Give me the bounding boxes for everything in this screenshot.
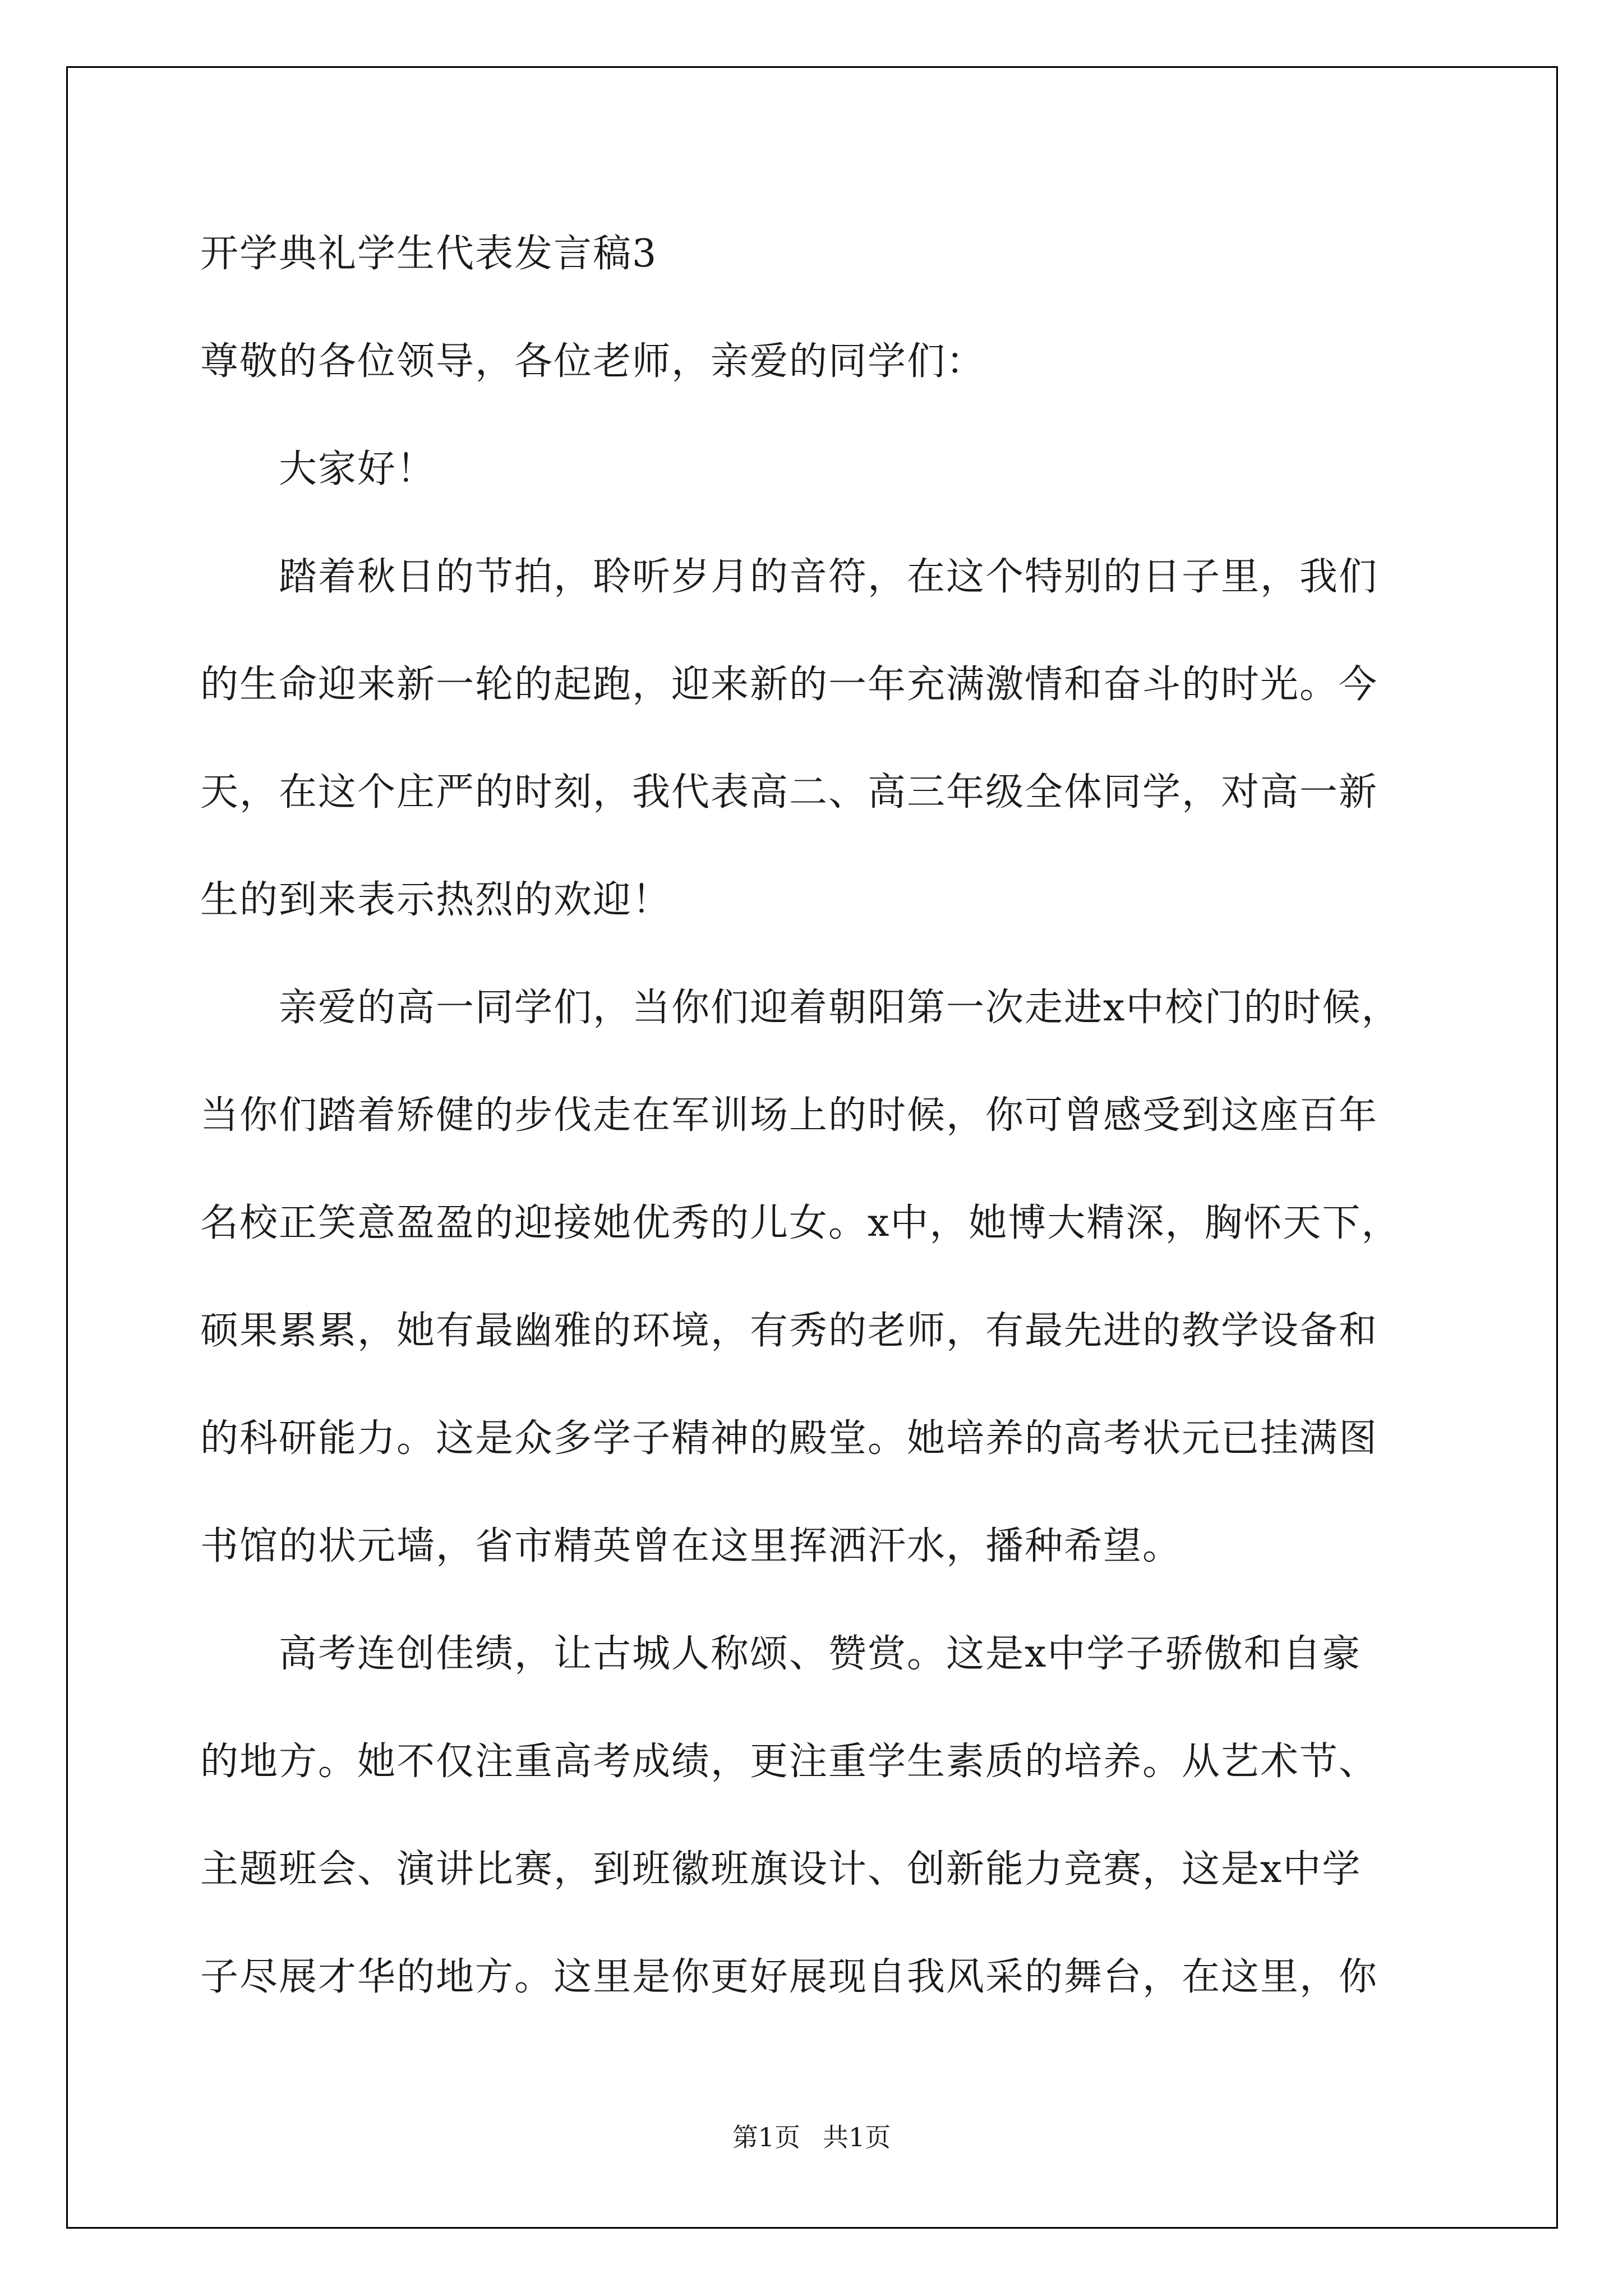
page-number-current: 第1页 xyxy=(732,2122,800,2152)
paragraph-line: 子尽展才华的地方。这里是你更好展现自我风采的舞台，在这里，你 xyxy=(200,1955,1378,1999)
paragraph-line: 的地方。她不仅注重高考成绩，更注重学生素质的培养。从艺术节、 xyxy=(200,1740,1378,1784)
paragraph-line: 天，在这个庄严的时刻，我代表高二、高三年级全体同学，对高一新 xyxy=(200,770,1378,815)
paragraph-line: 大家好！ xyxy=(200,447,436,491)
paragraph-line: 高考连创佳绩，让古城人称颂、赞赏。这是x中学子骄傲和自豪 xyxy=(200,1632,1362,1676)
paragraph-line: 书馆的状元墙，省市精英曾在这里挥洒汗水，播种希望。 xyxy=(200,1524,1182,1568)
page-border xyxy=(66,66,1558,2229)
paragraph-line: 尊敬的各位领导，各位老师，亲爱的同学们： xyxy=(200,339,986,384)
paragraph-line: 的科研能力。这是众多学子精神的殿堂。她培养的高考状元已挂满图 xyxy=(200,1416,1378,1461)
document-title: 开学典礼学生代表发言稿3 xyxy=(200,232,658,276)
page-number-total: 共1页 xyxy=(823,2122,891,2152)
paragraph-line: 主题班会、演讲比赛，到班徽班旗设计、创新能力竞赛，这是x中学 xyxy=(200,1847,1362,1892)
paragraph-line: 硕果累累，她有最幽雅的环境，有秀的老师，有最先进的教学设备和 xyxy=(200,1309,1378,1353)
page-footer xyxy=(0,2120,1623,2154)
paragraph-line: 亲爱的高一同学们，当你们迎着朝阳第一次走进x中校门的时候， xyxy=(200,986,1401,1030)
paragraph-line: 踏着秋日的节拍，聆听岁月的音符，在这个特别的日子里，我们 xyxy=(200,555,1378,599)
paragraph-line: 的生命迎来新一轮的起跑，迎来新的一年充满激情和奋斗的时光。今 xyxy=(200,662,1378,707)
paragraph-line: 当你们踏着矫健的步伐走在军训场上的时候，你可曾感受到这座百年 xyxy=(200,1093,1378,1138)
paragraph-line: 生的到来表示热烈的欢迎！ xyxy=(200,878,672,922)
paragraph-line: 名校正笑意盈盈的迎接她优秀的儿女。x中，她博大精深，胸怀天下， xyxy=(200,1201,1401,1245)
